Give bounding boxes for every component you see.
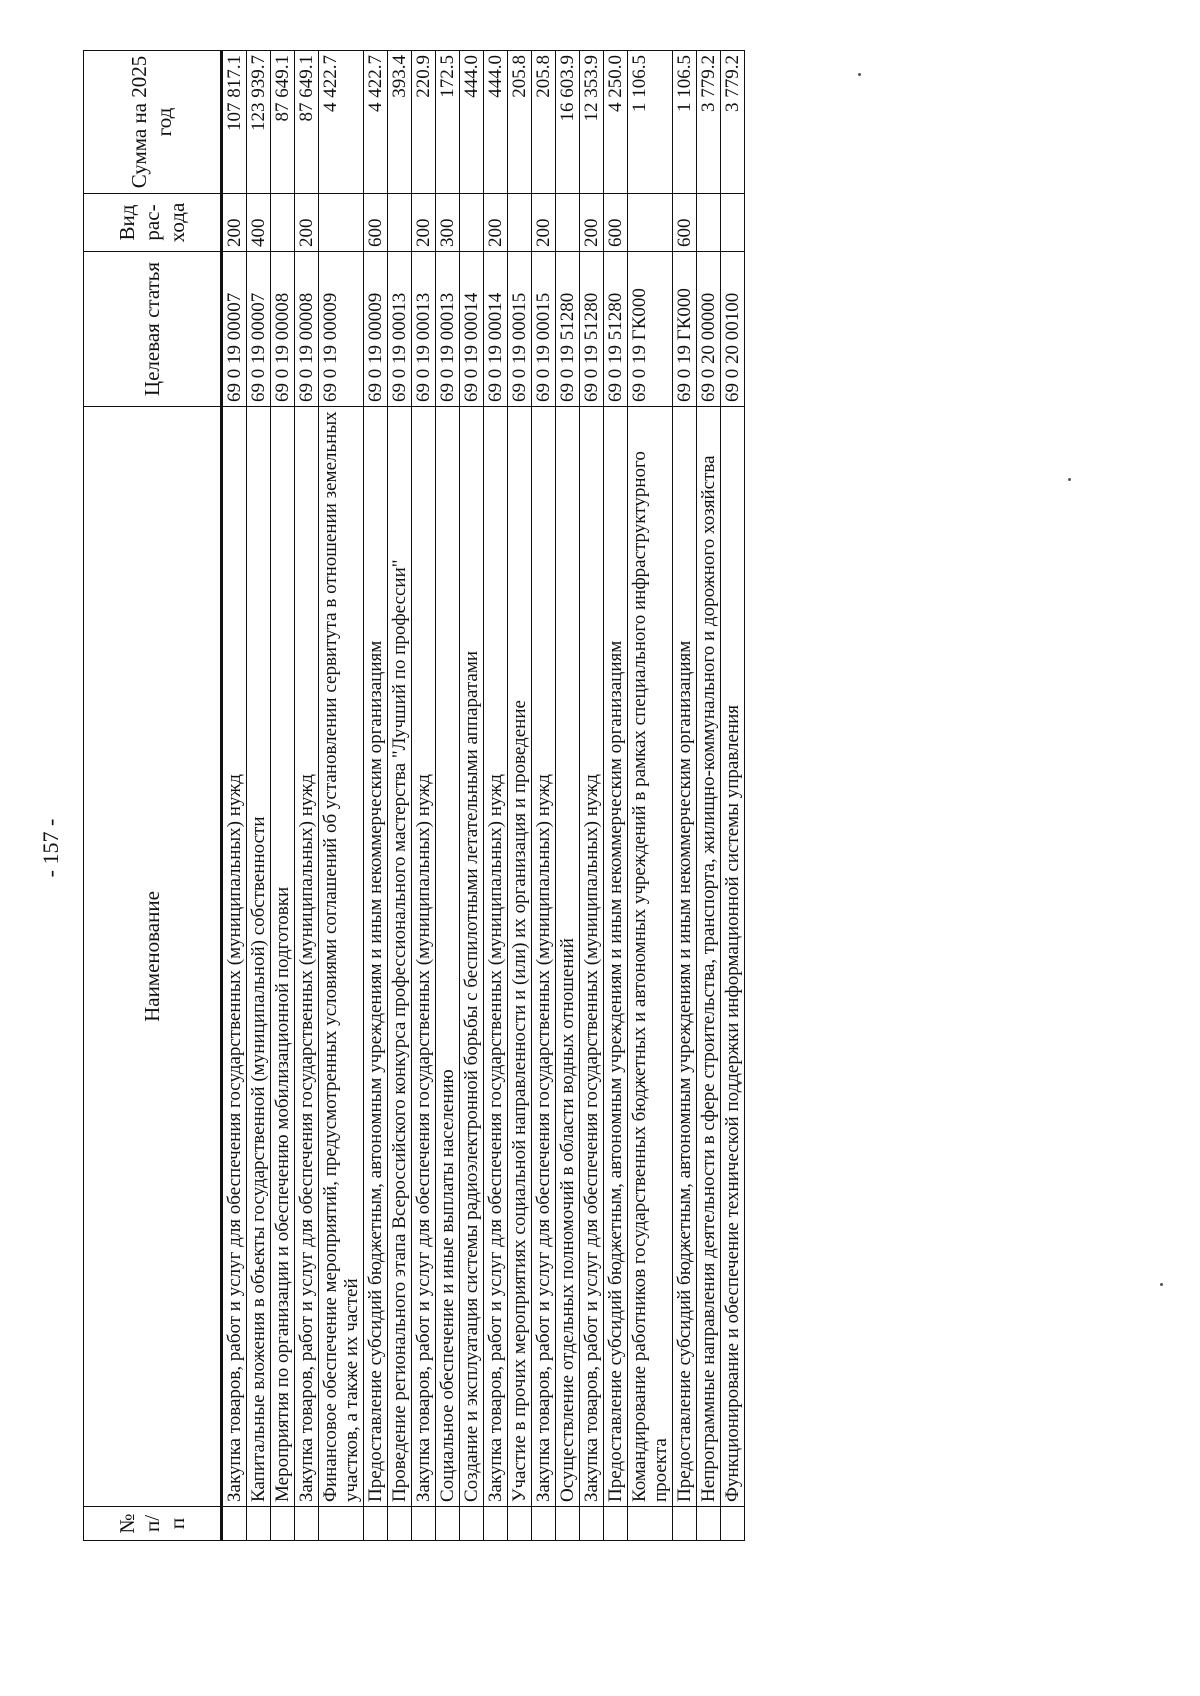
cell-num xyxy=(319,1507,364,1541)
cell-num xyxy=(628,1507,673,1541)
cell-name: Создание и эксплуатация системы радиоэлектронной борьбы с беспилотными летательными аппаратами xyxy=(460,407,484,1507)
cell-target: 69 0 19 ГК000 xyxy=(628,252,673,407)
cell-sum: 220.9 xyxy=(412,51,436,194)
cell-name: Капитальные вложения в объекты государственной (муниципальной) собственности xyxy=(247,407,271,1507)
cell-name: Закупка товаров, работ и услуг для обеспечения государственных (муниципальных) нужд xyxy=(532,407,556,1507)
cell-num xyxy=(412,1507,436,1541)
cell-sum: 87 649.1 xyxy=(271,51,295,194)
cell-name: Закупка товаров, работ и услуг для обеспечения государственных (муниципальных) нужд xyxy=(222,407,247,1507)
cell-sum: 12 353.9 xyxy=(580,51,604,194)
cell-type: 300 xyxy=(436,194,460,252)
cell-sum: 444.0 xyxy=(460,51,484,194)
cell-name: Мероприятия по организации и обеспечению мобилизационной подготовки xyxy=(271,407,295,1507)
cell-name: Социальное обеспечение и иные выплаты населению xyxy=(436,407,460,1507)
cell-num xyxy=(247,1507,271,1541)
cell-type xyxy=(271,194,295,252)
cell-type xyxy=(460,194,484,252)
cell-sum: 123 939.7 xyxy=(247,51,271,194)
cell-type: 600 xyxy=(673,194,697,252)
cell-num xyxy=(364,1507,388,1541)
header-type: Вид рас-хода xyxy=(84,194,222,252)
cell-type: 200 xyxy=(484,194,508,252)
budget-table xyxy=(83,50,745,1541)
table-row xyxy=(295,51,319,1541)
scan-speck xyxy=(858,73,861,76)
cell-name: Закупка товаров, работ и услуг для обеспечения государственных (муниципальных) нужд xyxy=(295,407,319,1507)
cell-type: 400 xyxy=(247,194,271,252)
cell-type xyxy=(388,194,412,252)
scan-speck xyxy=(1160,1283,1163,1286)
cell-name: Командирование работников государственных бюджетных и автономных учреждений в рамках специального инфраструктурного проекта xyxy=(628,407,673,1507)
table-row xyxy=(508,51,532,1541)
table-row xyxy=(319,51,364,1541)
cell-target: 69 0 19 00015 xyxy=(532,252,556,407)
table-body xyxy=(222,51,745,1541)
table-row xyxy=(580,51,604,1541)
cell-name: Закупка товаров, работ и услуг для обеспечения государственных (муниципальных) нужд xyxy=(580,407,604,1507)
header-target: Целевая статья xyxy=(84,252,222,407)
table-row xyxy=(436,51,460,1541)
table-row xyxy=(673,51,697,1541)
cell-type: 600 xyxy=(364,194,388,252)
table-row xyxy=(388,51,412,1541)
cell-sum: 1 106.5 xyxy=(628,51,673,194)
cell-name: Финансовое обеспечение мероприятий, предусмотренных условиями соглашений об установлении сервитута в отношении земельных участков, а также их частей xyxy=(319,407,364,1507)
cell-target: 69 0 19 ГК000 xyxy=(673,252,697,407)
cell-sum: 107 817.1 xyxy=(222,51,247,194)
cell-target: 69 0 19 51280 xyxy=(580,252,604,407)
cell-sum: 205.8 xyxy=(532,51,556,194)
cell-name: Участие в прочих мероприятиях социальной направленности и (или) их организация и проведение xyxy=(508,407,532,1507)
cell-num xyxy=(697,1507,721,1541)
table-row xyxy=(460,51,484,1541)
cell-num xyxy=(556,1507,580,1541)
cell-name: Закупка товаров, работ и услуг для обеспечения государственных (муниципальных) нужд xyxy=(412,407,436,1507)
cell-num xyxy=(604,1507,628,1541)
table-row xyxy=(271,51,295,1541)
header-name: Наименование xyxy=(84,407,222,1507)
cell-type: 200 xyxy=(532,194,556,252)
table-row xyxy=(721,51,745,1541)
cell-target: 69 0 19 00014 xyxy=(460,252,484,407)
cell-num xyxy=(295,1507,319,1541)
cell-target: 69 0 19 00014 xyxy=(484,252,508,407)
cell-target: 69 0 19 00015 xyxy=(508,252,532,407)
table-row xyxy=(484,51,508,1541)
cell-target: 69 0 19 51280 xyxy=(604,252,628,407)
cell-target: 69 0 19 00013 xyxy=(436,252,460,407)
cell-num xyxy=(460,1507,484,1541)
cell-num xyxy=(508,1507,532,1541)
cell-type: 600 xyxy=(604,194,628,252)
cell-num xyxy=(580,1507,604,1541)
table-row xyxy=(604,51,628,1541)
cell-sum: 393.4 xyxy=(388,51,412,194)
cell-type: 200 xyxy=(580,194,604,252)
cell-type xyxy=(697,194,721,252)
cell-sum: 3 779.2 xyxy=(721,51,745,194)
cell-type: 200 xyxy=(412,194,436,252)
cell-num xyxy=(484,1507,508,1541)
cell-target: 69 0 19 00007 xyxy=(247,252,271,407)
table-row xyxy=(556,51,580,1541)
cell-name: Закупка товаров, работ и услуг для обеспечения государственных (муниципальных) нужд xyxy=(484,407,508,1507)
cell-target: 69 0 19 00008 xyxy=(295,252,319,407)
cell-target: 69 0 19 00009 xyxy=(364,252,388,407)
cell-num xyxy=(271,1507,295,1541)
cell-sum: 4 250.0 xyxy=(604,51,628,194)
cell-name: Предоставление субсидий бюджетным, автономным учреждениям и иным некоммерческим организациям xyxy=(364,407,388,1507)
cell-name: Предоставление субсидий бюджетным, автономным учреждениям и иным некоммерческим организациям xyxy=(604,407,628,1507)
table-row xyxy=(628,51,673,1541)
cell-type: 200 xyxy=(222,194,247,252)
table-row xyxy=(247,51,271,1541)
cell-sum: 3 779.2 xyxy=(697,51,721,194)
cell-type xyxy=(628,194,673,252)
cell-sum: 16 603.9 xyxy=(556,51,580,194)
cell-sum: 444.0 xyxy=(484,51,508,194)
cell-name: Функционирование и обеспечение технической поддержки информационной системы управления xyxy=(721,407,745,1507)
table-row xyxy=(222,51,247,1541)
table-row xyxy=(412,51,436,1541)
cell-name: Непрограммные направления деятельности в сфере строительства, транспорта, жилищно-коммунального и дорожного хозяйства xyxy=(697,407,721,1507)
table-row xyxy=(364,51,388,1541)
cell-target: 69 0 19 00013 xyxy=(388,252,412,407)
cell-type xyxy=(556,194,580,252)
cell-sum: 4 422.7 xyxy=(319,51,364,194)
cell-sum: 172.5 xyxy=(436,51,460,194)
cell-target: 69 0 19 00013 xyxy=(412,252,436,407)
table-row xyxy=(532,51,556,1541)
cell-sum: 205.8 xyxy=(508,51,532,194)
cell-num xyxy=(222,1507,247,1541)
cell-type: 200 xyxy=(295,194,319,252)
scan-speck xyxy=(1068,478,1071,481)
cell-target: 69 0 20 00100 xyxy=(721,252,745,407)
cell-name: Осуществление отдельных полномочий в области водных отношений xyxy=(556,407,580,1507)
page-number: - 157 - xyxy=(38,818,63,878)
header-sum: Сумма на 2025 год xyxy=(84,51,222,194)
cell-target: 69 0 19 00007 xyxy=(222,252,247,407)
cell-num xyxy=(388,1507,412,1541)
cell-type xyxy=(508,194,532,252)
cell-sum: 1 106.5 xyxy=(673,51,697,194)
cell-sum: 4 422.7 xyxy=(364,51,388,194)
cell-num xyxy=(721,1507,745,1541)
table-header-row xyxy=(84,51,222,1541)
cell-num xyxy=(532,1507,556,1541)
cell-name: Проведение регионального этапа Всероссийского конкурса профессионального мастерства "Лучший по профессии" xyxy=(388,407,412,1507)
cell-num xyxy=(673,1507,697,1541)
cell-type xyxy=(319,194,364,252)
cell-num xyxy=(436,1507,460,1541)
cell-target: 69 0 19 51280 xyxy=(556,252,580,407)
cell-target: 69 0 19 00008 xyxy=(271,252,295,407)
cell-target: 69 0 20 00000 xyxy=(697,252,721,407)
table-row xyxy=(697,51,721,1541)
cell-type xyxy=(721,194,745,252)
cell-target: 69 0 19 00009 xyxy=(319,252,364,407)
cell-name: Предоставление субсидий бюджетным, автономным учреждениям и иным некоммерческим организациям xyxy=(673,407,697,1507)
cell-sum: 87 649.1 xyxy=(295,51,319,194)
header-num: № п/п xyxy=(84,1507,222,1541)
